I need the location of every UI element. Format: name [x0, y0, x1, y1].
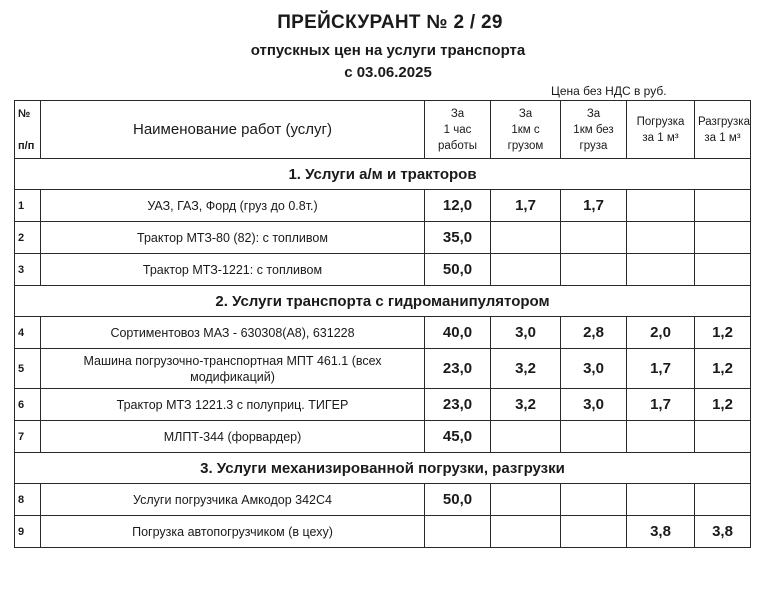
price-km-loaded: 3,2	[491, 349, 561, 389]
price-km-loaded: 1,7	[491, 190, 561, 222]
service-name: УАЗ, ГАЗ, Форд (груз до 0.8т.)	[41, 190, 425, 222]
price-unloading	[695, 190, 751, 222]
row-number: 1	[15, 190, 41, 222]
price-km-loaded	[491, 484, 561, 516]
row-number: 8	[15, 484, 41, 516]
row-number: 7	[15, 421, 41, 453]
price-hour	[425, 516, 491, 548]
price-hour: 50,0	[425, 484, 491, 516]
price-km-empty: 3,0	[561, 389, 627, 421]
col-npp-header: № п/п	[15, 101, 41, 159]
price-loading	[627, 222, 695, 254]
table-row	[15, 516, 751, 548]
col-loading-header: Погрузка за 1 м³	[627, 101, 695, 159]
table-header-row	[15, 101, 751, 159]
price-hour: 50,0	[425, 254, 491, 286]
price-loading: 3,8	[627, 516, 695, 548]
service-name: Погрузка автопогрузчиком (в цеху)	[41, 516, 425, 548]
table-row	[15, 349, 751, 389]
table-row	[15, 222, 751, 254]
table-row	[15, 254, 751, 286]
service-name: Услуги погрузчика Амкодор 342С4	[41, 484, 425, 516]
row-number: 2	[15, 222, 41, 254]
document-title: ПРЕЙСКУРАНТ № 2 / 29	[277, 12, 503, 33]
price-table	[14, 100, 751, 548]
row-number: 9	[15, 516, 41, 548]
price-km-empty	[561, 421, 627, 453]
price-hour: 40,0	[425, 317, 491, 349]
row-number: 6	[15, 389, 41, 421]
price-hour: 35,0	[425, 222, 491, 254]
service-name: Машина погрузочно-транспортная МПТ 461.1 (всех модификаций)	[41, 349, 425, 389]
row-number: 5	[15, 349, 41, 389]
price-km-loaded	[491, 222, 561, 254]
table-row	[15, 389, 751, 421]
price-loading	[627, 421, 695, 453]
price-loading: 1,7	[627, 389, 695, 421]
price-unloading	[695, 254, 751, 286]
price-unloading: 1,2	[695, 389, 751, 421]
col-km-loaded-header: За 1км с грузом	[491, 101, 561, 159]
col-hour-header: За 1 час работы	[425, 101, 491, 159]
price-hour: 23,0	[425, 389, 491, 421]
price-unloading: 3,8	[695, 516, 751, 548]
price-note: Цена без НДС в руб.	[551, 84, 667, 98]
price-loading	[627, 190, 695, 222]
section-row	[15, 286, 751, 317]
price-km-empty	[561, 254, 627, 286]
document-date: с 03.06.2025	[344, 64, 432, 81]
section-title: 2. Услуги транспорта с гидроманипулятором	[15, 286, 751, 317]
price-km-loaded: 3,2	[491, 389, 561, 421]
row-number: 4	[15, 317, 41, 349]
col-km-empty-header: За 1км без груза	[561, 101, 627, 159]
service-name: Трактор МТЗ-1221: с топливом	[41, 254, 425, 286]
price-km-empty: 3,0	[561, 349, 627, 389]
document-subtitle: отпускных цен на услуги транспорта	[250, 42, 526, 59]
service-name: Трактор МТЗ 1221.3 с полуприц. ТИГЕР	[41, 389, 425, 421]
price-km-empty: 2,8	[561, 317, 627, 349]
section-title: 3. Услуги механизированной погрузки, разгрузки	[15, 453, 751, 484]
section-row	[15, 453, 751, 484]
table-row	[15, 484, 751, 516]
price-loading	[627, 254, 695, 286]
price-unloading	[695, 421, 751, 453]
table-row	[15, 190, 751, 222]
col-unloading-header: Разгрузка за 1 м³	[695, 101, 751, 159]
price-km-empty	[561, 484, 627, 516]
price-hour: 45,0	[425, 421, 491, 453]
price-loading	[627, 484, 695, 516]
row-number: 3	[15, 254, 41, 286]
price-km-empty	[561, 516, 627, 548]
service-name: Сортиментовоз МАЗ - 630308(А8), 631228	[41, 317, 425, 349]
service-name: МЛПТ-344 (форвардер)	[41, 421, 425, 453]
col-name-header: Наименование работ (услуг)	[41, 101, 425, 159]
price-km-loaded	[491, 254, 561, 286]
service-name: Трактор МТЗ-80 (82): с топливом	[41, 222, 425, 254]
price-unloading	[695, 222, 751, 254]
price-km-empty	[561, 222, 627, 254]
price-km-loaded: 3,0	[491, 317, 561, 349]
price-unloading: 1,2	[695, 349, 751, 389]
table-row	[15, 421, 751, 453]
price-unloading: 1,2	[695, 317, 751, 349]
price-hour: 12,0	[425, 190, 491, 222]
price-km-loaded	[491, 421, 561, 453]
price-hour: 23,0	[425, 349, 491, 389]
price-unloading	[695, 484, 751, 516]
section-row	[15, 159, 751, 190]
price-km-loaded	[491, 516, 561, 548]
table-row	[15, 317, 751, 349]
price-loading: 2,0	[627, 317, 695, 349]
section-title: 1. Услуги а/м и тракторов	[15, 159, 751, 190]
price-loading: 1,7	[627, 349, 695, 389]
price-km-empty: 1,7	[561, 190, 627, 222]
